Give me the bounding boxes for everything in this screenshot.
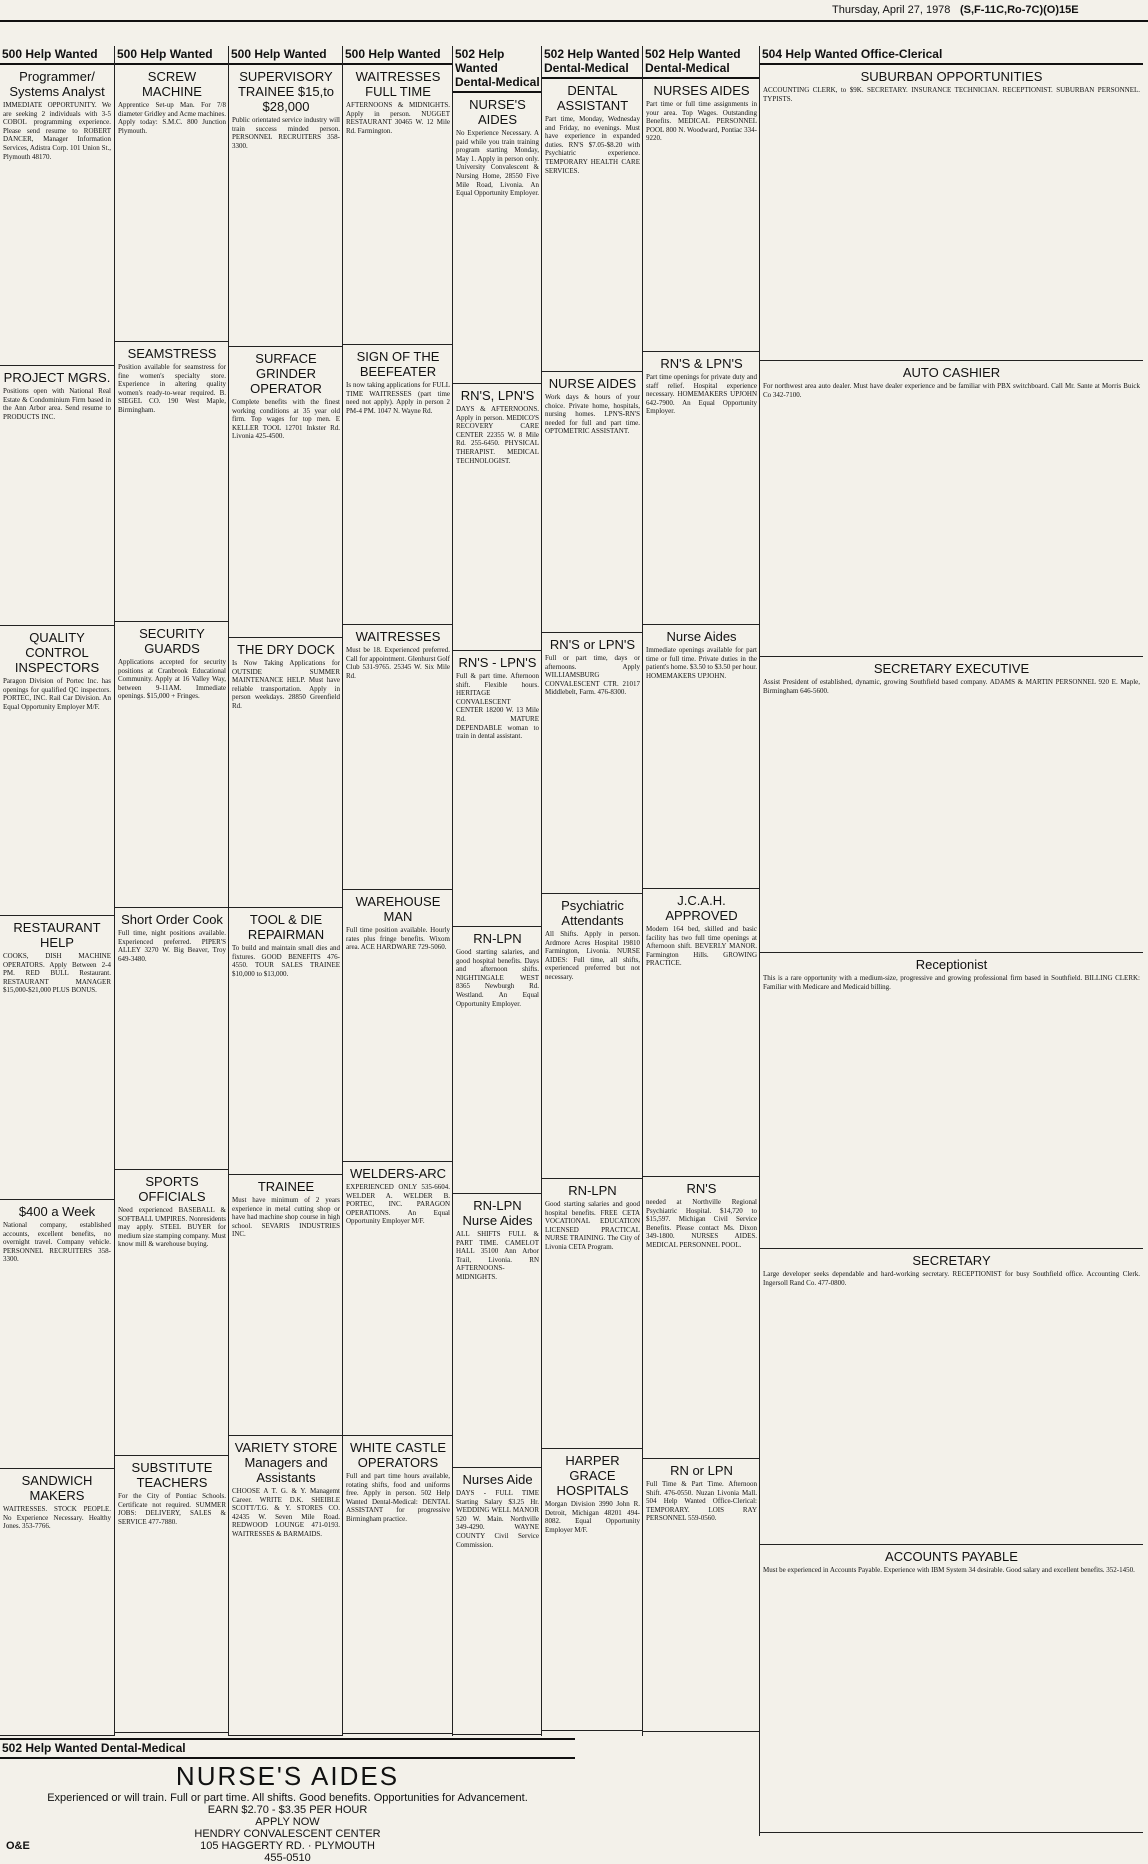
ad-body: Full & part time. Afternoon shift. Flexible hours. HERITAGE CONVALESCENT CENTER 18200 W. 13 Mile Rd. MATURE DEPENDABLE woman to train in dental assistant.	[456, 672, 539, 741]
classified-ad	[542, 1449, 643, 1731]
ad-body: Modern 164 bed, skilled and basic facility has two full time openings at Afternoon shift. BEVERLY MANOR. Farmington Hills. GROWING PRACTICE.	[646, 925, 757, 968]
ad-body: DAYS & AFTERNOONS. Apply in person. MEDICO'S RECOVERY CARE CENTER 22355 W. 8 Mile Rd. 255-6450. PHYSICAL THERAPIST. MEDICAL TECHNOLOGIST.	[456, 405, 539, 465]
classified-ad	[760, 361, 1143, 657]
ad-headline: SECRETARY EXECUTIVE	[873, 661, 1030, 676]
bottom-ad-line2: EARN $2.70 - $3.35 PER HOUR	[207, 1804, 368, 1816]
ad-headline: WAITRESSES FULL TIME	[355, 69, 441, 99]
ad-headline: SCREW MACHINE	[142, 69, 202, 99]
ad-body: Morgan Division 3990 John R. Detroit, Michigan 48201 494-8082. Equal Opportunity Employer M/F.	[545, 1500, 640, 1534]
column-5	[452, 46, 542, 1736]
column-header: 500 Help Wanted	[0, 46, 114, 65]
classified-ad	[229, 638, 343, 908]
classified-ad	[453, 1468, 542, 1735]
masthead-rule	[0, 20, 1148, 22]
ad-body: Positions open with National Real Estate & Condominium Firm based in the Ann Arbor area. Send resume to PRODUCTS INC.	[3, 387, 111, 421]
ad-body: No Experience Necessary. A paid while you train training program starting Monday, May 1. Apply in person only. University Convalescent & Nursing Home, 28550 Five Mile Road, Livonia. An Equal Opportunity Employer.	[456, 129, 540, 198]
ad-body: Full or part time, days or afternoons. Apply WILLIAMSBURG CONVALESCENT CTR. 21017 Middlebelt, Farm. 476-8300.	[545, 654, 640, 697]
footer-mark: O&E	[6, 1840, 30, 1852]
ad-headline: Nurses Aide	[462, 1472, 533, 1487]
ad-body: For the City of Pontiac Schools. Certificate not required. SUMMER JOBS: DELIVERY, SALES & SERVICE 477-7880.	[118, 1492, 226, 1526]
ad-headline: SECURITY GUARDS	[139, 626, 205, 656]
ad-body: Assist President of established, dynamic, growing Southfield based company. ADAMS & MARTIN PERSONNEL 920 E. Maple, Birmingham 646-5600.	[763, 678, 1140, 695]
ad-headline: RN-LPN	[568, 1183, 617, 1198]
ad-headline: SPORTS OFFICIALS	[138, 1174, 206, 1204]
classified-ad	[643, 1459, 760, 1732]
classified-ad	[760, 65, 1143, 361]
column-7	[642, 46, 760, 1736]
ad-headline: ACCOUNTS PAYABLE	[885, 1549, 1018, 1564]
classified-ad	[643, 625, 760, 889]
edition-code: (S,F-11C,Ro-7C)(O)15E	[960, 4, 1079, 16]
ad-headline: QUALITY CONTROL INSPECTORS	[14, 630, 100, 675]
classified-ad	[760, 657, 1143, 953]
ad-body: ACCOUNTING CLERK, to $9K. SECRETARY. INSURANCE TECHNICIAN. RECEPTIONIST. SUBURBAN PERSONNEL. TYPISTS.	[763, 86, 1140, 103]
ad-body: Is Now Taking Applications for OUTSIDE SUMMER MAINTENANCE HELP. Must have reliable transportation. Apply in person weekdays. 28850 Greenfield Rd.	[232, 659, 340, 710]
ad-body: Paragon Division of Portec Inc. has openings for qualified QC inspectors. PORTEC, INC. Rail Car Division. An Equal Opportunity Employer M/F.	[3, 677, 111, 711]
classified-ad	[453, 927, 542, 1194]
ad-body: DAYS - FULL TIME Starting Salary $3.25 Hr. WEDDING WELL MANOR 520 W. Main. Northville 349-4290. WAYNE COUNTY Civil Service Commission.	[456, 1489, 539, 1549]
ad-body: Work days & hours of your choice. Private home, hospitals, nursing homes. LPN'S-RN'S needed for full and part time. OPTOMETRIC ASSISTANT.	[545, 393, 640, 436]
classified-ad	[115, 908, 229, 1170]
classified-ad	[343, 1162, 453, 1436]
classified-ad	[542, 633, 643, 894]
classified-ad	[542, 1179, 643, 1449]
ad-headline: RN'S - LPN'S	[458, 655, 537, 670]
ad-body: Large developer seeks dependable and hard-working secretary. RECEPTIONIST for busy Southfield office. Accounting Clerk. Ingersoll Rand Co. 477-0800.	[763, 1270, 1140, 1287]
classified-ad	[115, 65, 229, 342]
ad-headline: Psychiatric Attendants	[561, 898, 624, 928]
classified-ad	[643, 1177, 760, 1459]
column-header: 500 Help Wanted	[115, 46, 229, 65]
bottom-ad-name: HENDRY CONVALESCENT CENTER	[194, 1828, 381, 1840]
classified-ad	[542, 894, 643, 1179]
ad-body: National company, established accounts, excellent benefits, no overnight travel. Company vehicle. PERSONNEL RECRUITERS 358-3300.	[3, 1221, 111, 1264]
ad-body: AFTERNOONS & MIDNIGHTS. Apply in person. NUGGET RESTAURANT 30465 W. 12 Mile Rd. Farmington.	[346, 101, 450, 135]
masthead	[0, 0, 1148, 30]
ad-headline: SURFACE GRINDER OPERATOR	[250, 351, 322, 396]
column-4	[342, 46, 453, 1736]
ad-headline: SUBURBAN OPPORTUNITIES	[860, 69, 1043, 84]
ad-headline: PROJECT MGRS.	[3, 370, 111, 385]
ad-body: Applications accepted for security positions at Cranbrook Educational Community. Apply at 16 Valley Way, between 9-11AM. Immediate openings. $15,000 + Fringes.	[118, 658, 226, 701]
ad-headline: NURSE'S AIDES	[469, 97, 526, 127]
classified-ad	[229, 1436, 343, 1736]
classified-ad	[115, 1456, 229, 1733]
classified-ad	[343, 65, 453, 345]
classified-ad	[229, 908, 343, 1175]
ad-headline: NURSES AIDES	[653, 83, 750, 98]
ad-body: EXPERIENCED ONLY 535-6604. WELDER A. WELDER B. PORTEC, INC. PARAGON OPERATIONS. An Equal Opportunity Employer M/F.	[346, 1183, 450, 1226]
ad-body: COOKS, DISH MACHINE OPERATORS. Apply Between 2-4 PM. RED BULL Restaurant. RESTAURANT MANAGER $15,000-$21,000 PLUS BONUS.	[3, 952, 111, 995]
classified-ad	[453, 93, 542, 384]
classified-ad	[0, 1200, 114, 1469]
ad-headline: RN'S	[686, 1181, 717, 1196]
classified-ad	[343, 890, 453, 1162]
ad-body: Complete benefits with the finest working conditions at 35 year old firm. Top wages for top men. E KELLER TOOL 12701 Inkster Rd. Livonia 425-4500.	[232, 398, 340, 441]
classified-ad	[643, 352, 760, 625]
column-header: 502 Help Wanted Dental-Medical	[643, 46, 760, 79]
ad-body: IMMEDIATE OPPORTUNITY. We are seeking 2 individuals with 3-5 COBOL programming experience. Please send resume to ROBERT DANCER, Manager Information Services, Adistra Corp. 101 Union St., Plymouth 48170.	[3, 101, 111, 161]
ad-body: Must be experienced in Accounts Payable. Experience with IBM System 34 desirable. Good salary and excellent benefits. 352-1450.	[763, 1566, 1135, 1574]
ad-headline: RN'S or LPN'S	[549, 637, 636, 652]
ad-headline: WELDERS-ARC	[349, 1166, 447, 1181]
ad-headline: RN'S & LPN'S	[660, 356, 743, 371]
ad-headline: WHITE CASTLE OPERATORS	[349, 1440, 447, 1470]
ad-body: Apprentice Set-up Man. For 7/8 diameter Gridley and Acme machines. Apply today: S.M.C. 800 Junction Plymouth.	[118, 101, 226, 135]
ad-headline: Programmer/ Systems Analyst	[9, 69, 105, 99]
classified-ad	[0, 1469, 114, 1736]
column-header: 500 Help Wanted	[343, 46, 453, 65]
column-8	[759, 46, 1143, 1836]
column-1	[0, 46, 114, 1736]
ad-body: ALL SHIFTS FULL & PART TIME. CAMELOT HALL 35100 Ann Arbor Trail, Livonia. RN AFTERNOONS-MIDNIGHTS.	[456, 1230, 539, 1281]
classified-ad	[0, 916, 114, 1200]
ad-headline: WAREHOUSE MAN	[355, 894, 441, 924]
ad-body: This is a rare opportunity with a medium-size, progressive and growing professional firm based in Southfield. BILLING CLERK: Familiar with Medicare and Medicaid billing.	[763, 974, 1140, 991]
bottom-ad-line1: Experienced or will train. Full or part time. All shifts. Good benefits. Opportunities for Advancement.	[47, 1792, 528, 1804]
bottom-section-header: 502 Help Wanted Dental-Medical	[0, 1740, 575, 1759]
ad-headline: TRAINEE	[257, 1179, 315, 1194]
ad-headline: SUPERVISORY TRAINEE $15,to $28,000	[237, 69, 335, 114]
classified-ad	[453, 1194, 542, 1468]
bottom-ad-headline: NURSE'S AIDES	[175, 1761, 400, 1791]
classified-ad	[229, 347, 343, 638]
classified-ad	[760, 953, 1143, 1249]
ad-body: Immediate openings available for part time or full time. Private duties in the patient's home. $3.50 to $3.50 per hour. HOMEMAKERS UPJOHN.	[646, 646, 757, 680]
classified-ad	[115, 342, 229, 622]
bottom-ad-phone: 455-0510	[264, 1852, 311, 1864]
column-6	[541, 46, 643, 1736]
ad-headline: J.C.A.H. APPROVED	[665, 893, 738, 923]
ad-body: Position available for seamstress for fine women's specialty store. Experience in altering quality women's ready-to-wear required. B. SIEGEL CO. 190 West Maple, Birmingham.	[118, 363, 226, 414]
ad-body: Full time, night positions available. Experienced preferred. PIPER'S ALLEY 3270 W. Big Beaver, Troy 649-3480.	[118, 929, 226, 963]
ad-headline: RN-LPN Nurse Aides	[462, 1198, 533, 1228]
column-3	[228, 46, 343, 1736]
ad-body: Public orientated service industry will train success minded person. PERSONNEL RECRUITERS 358-3300.	[232, 116, 340, 150]
ad-headline: WAITRESSES	[355, 629, 441, 644]
classified-ad	[229, 1175, 343, 1436]
classified-ad	[343, 1436, 453, 1734]
classified-ad	[0, 65, 114, 366]
ad-headline: SEAMSTRESS	[127, 346, 217, 361]
ad-body: Need experienced BASEBALL & SOFTBALL UMPIRES. Nonresidents may apply. STEEL BUYER for medium size stamping company. Must know mill & warehouse buying.	[118, 1206, 226, 1249]
ad-headline: Short Order Cook	[121, 912, 223, 927]
classified-ad	[643, 79, 760, 352]
ad-body: CHOOSE A T. G. & Y. Managemt Career. WRITE D.K. SHEIBLE SCOTT/T.G. & Y. STORES CO. 42435 W. Seven Mile Road. REDWOOD LOUNGE 471-0193. WAITRESSES & BARMAIDS.	[232, 1487, 340, 1538]
ad-body: Must be 18. Experienced preferred. Call for appointment. Glenhurst Golf Club 531-9765. 25345 W. Six Mile Rd.	[346, 646, 451, 680]
column-header: 502 Help Wanted Dental-Medical	[453, 46, 542, 93]
column-header: 504 Help Wanted Office-Clerical	[760, 46, 1143, 65]
classified-ad	[453, 384, 542, 651]
ad-headline: THE DRY DOCK	[237, 642, 335, 657]
ad-body: Good starting salaries and good hospital benefits. FREE CETA VOCATIONAL EDUCATION LICENSED PRACTICAL NURSE TRAINING. The City of Livonia CETA Program.	[545, 1200, 640, 1251]
bottom-ad-line3: APPLY NOW	[255, 1816, 320, 1828]
ad-headline: NURSE AIDES	[548, 376, 637, 391]
classified-ad	[229, 65, 343, 347]
page-date: Thursday, April 27, 1978	[832, 4, 951, 16]
ad-headline: TOOL & DIE REPAIRMAN	[247, 912, 325, 942]
classified-ad	[542, 79, 643, 372]
ad-body: For northwest area auto dealer. Must have dealer experience and be familiar with PBX switchboard. Call Mr. Sante at Morris Buick Co 342-7100.	[763, 382, 1140, 399]
ad-headline: SUBSTITUTE TEACHERS	[131, 1460, 213, 1490]
bottom-ad-address: 105 HAGGERTY RD. · PLYMOUTH	[200, 1840, 375, 1852]
ad-headline: SECRETARY	[912, 1253, 991, 1268]
ad-headline: Nurse Aides	[666, 629, 737, 644]
classified-ad	[0, 366, 114, 626]
ad-headline: HARPER GRACE HOSPITALS	[556, 1453, 629, 1498]
classified-ad	[760, 1249, 1143, 1545]
ad-body: needed at Northville Regional Psychiatric Hospital. $14,720 to $15,597. Michigan Civil Service Benefits. Please contact Ms. Dixon 349-1800. NURSES AIDES. MEDICAL PERSONNEL POOL.	[646, 1198, 757, 1249]
classified-ad	[115, 1170, 229, 1456]
ad-headline: VARIETY STORE Managers and Assistants	[234, 1440, 338, 1485]
ad-headline: RESTAURANT HELP	[13, 920, 101, 950]
ad-headline: $400 a Week	[18, 1204, 96, 1219]
ad-body: Full time position available. Hourly rates plus fringe benefits. Wixom area. ACE HARDWARE 729-5060.	[346, 926, 450, 952]
ad-body: Part time or full time assignments in your area. Top Wages. Outstanding Benefits. MEDICAL PERSONNEL POOL 800 N. Woodward, Pontiac 334-9220.	[646, 100, 757, 143]
ad-body: Good starting salaries, and good hospital benefits. Days and afternoon shifts. NIGHTINGALE WEST 8365 Newburgh Rd. Westland. An Equal Opportunity Employer.	[456, 948, 539, 1008]
ad-body: Part time, Monday, Wednesday and Friday, no evenings. Must have experience in expanded duties. RN'S $7.05-$8.20 with Psychiatric experience. TEMPORARY HEALTH CARE SERVICES.	[545, 115, 640, 175]
ad-body: Must have minimum of 2 years experience in metal cutting shop or have had machine shop course in high school. SEVARIS INDUSTRIES INC.	[232, 1196, 340, 1239]
ad-headline: SANDWICH MAKERS	[21, 1473, 93, 1503]
classified-ad	[343, 625, 453, 890]
column-header: 500 Help Wanted	[229, 46, 343, 65]
classified-ad	[115, 622, 229, 908]
ad-headline: RN or LPN	[670, 1463, 733, 1478]
classified-ad	[343, 345, 453, 625]
ad-headline: RN-LPN	[473, 931, 522, 946]
ad-body: Part time openings for private duty and staff relief. Hospital experience necessary. HOMEMAKERS UPJOHN 642-7900. An Equal Opportunity Employer.	[646, 373, 757, 416]
ad-body: All Shifts. Apply in person. Ardmore Acres Hospital 19810 Farmington, Livonia. NURSE AIDES: Full time, all shifts, experienced preferred but not necessary.	[545, 930, 640, 981]
ad-body: Is now taking applications for FULL TIME WAITRESSES (part time need not apply). Apply in person 2 PM-4 PM. 1047 N. Wayne Rd.	[346, 381, 450, 415]
ad-body: To build and maintain small dies and fixtures. GOOD BENEFITS 476-4550. TOUR SALES TRAINEE $10,000 to $13,000.	[232, 944, 340, 978]
ad-body: Full Time & Part Time. Afternoon Shift. 476-0550. Nuzan Livonia Mall. 504 Help Wanted Office-Clerical: TEMPORARY. LOIS RAY PERSONNEL 559-0560.	[646, 1480, 757, 1523]
ad-headline: Receptionist	[915, 957, 988, 972]
classified-ad	[0, 626, 114, 916]
ad-headline: DENTAL ASSISTANT	[556, 83, 629, 113]
ad-body: WAITRESSES. STOCK PEOPLE. No Experience Necessary. Healthy Jones. 353-7766.	[3, 1505, 111, 1531]
ad-headline: AUTO CASHIER	[902, 365, 1001, 380]
classified-ad	[453, 651, 542, 927]
column-header: 502 Help Wanted Dental-Medical	[542, 46, 643, 79]
classified-ad	[760, 1545, 1143, 1833]
ad-headline: SIGN OF THE BEEFEATER	[356, 349, 440, 379]
ad-headline: RN'S, LPN'S	[460, 388, 535, 403]
ad-body: Full and part time hours available, rotating shifts, food and uniforms free. Apply in person. 502 Help Wanted Dental-Medical: DENTAL ASSISTANT for progressive Birmingham practice.	[346, 1472, 450, 1523]
classified-ad	[643, 889, 760, 1177]
classified-ad	[542, 372, 643, 633]
column-2	[114, 46, 229, 1736]
